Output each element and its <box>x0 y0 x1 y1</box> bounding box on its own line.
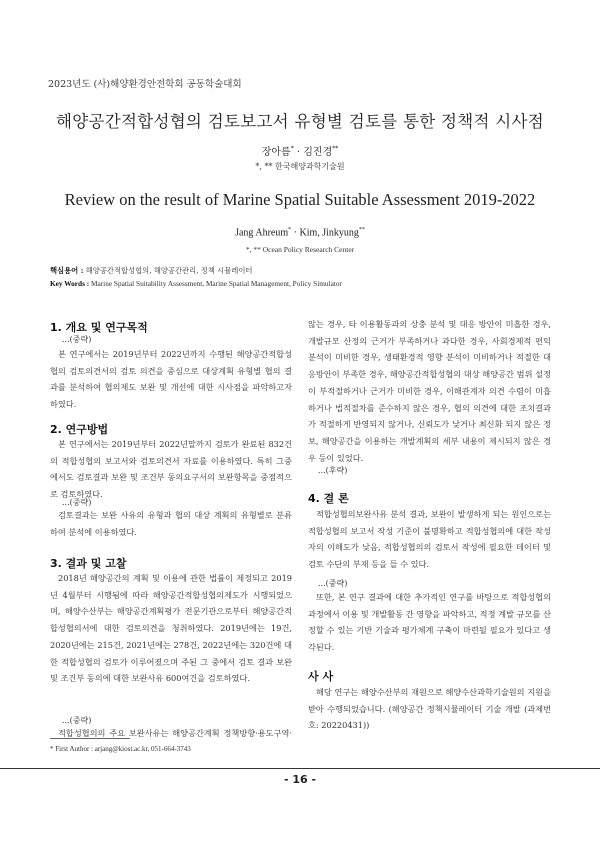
page-number: - 16 - <box>283 773 317 786</box>
author-2-en-mark: ** <box>358 227 365 233</box>
author-1: 장아름 <box>261 147 291 158</box>
author-separator: · <box>293 147 304 158</box>
footnote: * First Author : arjang@kiost.ac.kr, 051-664-3743 <box>50 745 191 753</box>
author-2-en: Kim, Jinkyung <box>299 227 359 239</box>
affiliation-english: *, ** Ocean Policy Research Center <box>245 245 355 254</box>
section-4-heading: 4. 결 론 <box>308 492 349 505</box>
title-english: Review on the result of Marine Spatial Suitable Assessment 2019-2022 <box>64 190 536 209</box>
authors-english <box>0 227 600 238</box>
section-3-body-2-continued <box>308 316 551 466</box>
author-en-separator: · <box>291 227 300 239</box>
authors-korean <box>0 143 600 158</box>
section-4-body-1: 적합성협의보완사유 분석 결과, 보완이 발생하게 되는 원인으로는 적합성협의 보고서 작성 기준이 불명확하고 적합성협의에 대한 작성자의 이해도가 낮음, 적합성협의의 검토서 작성에 필요한 데이터 및 검토 수단의 부재 등을 들 수 있다. <box>308 509 551 570</box>
section-3-body-1: 2018년 해양공간의 계획 및 이용에 관한 법률이 제정되고 2019년 4월부터 시행됨에 따라 해양공간적합성협의제도가 시행되었으며, 해양수산부는 해양공간계획평가 전문기관으로부터 해양공간적합성협의서에 대한 검토의견을 청취하였다. 2019년에는 19건, 2020년에는 215건, 2021년에는 278건, 2022년에는 320건에 대한 적합성협의 검토가 이루어졌으며 주된 그 중에서 검토 결과 보완 및 조건부 동의에 대한 보완사유 600여건을 검토하였다. <box>50 573 292 684</box>
section-3-omit: ...(중략) <box>62 716 92 725</box>
section-3-end-omit: ...(후략) <box>318 466 348 475</box>
keywords-english-label: Key Words : <box>50 279 90 288</box>
author-1-en: Jang Ahreum <box>235 227 289 239</box>
keywords-korean-text: 해양공간적합성협의, 해양공간관리, 정책 시뮬레이터 <box>83 266 253 275</box>
affiliation-korean: *, ** 한국해양과학기술원 <box>255 162 345 171</box>
keywords-korean-label: 핵심용어 : <box>50 266 84 275</box>
section-1-body: 본 연구에서는 2019년부터 2022년까지 수행된 해양공간적합성협의 검토의견서의 검토 의견을 중심으로 대상계획 유형별 협의 결과를 분석하여 협의제도 보완 및 개선에 대한 시사점을 파악하고자 하였다. <box>50 349 292 410</box>
section-3-body-2-tail: 않는 경우, 타 이용활동과의 상충 분석 및 대응 방안이 미흡한 경우, 개발규모 산정의 근거가 부족하거나 과다한 경우, 사회경제적 편익 분석이 미비한 경우, 생태환경적 영향 분석이 미비하거나 적절한 대응방안이 부족한 경우, 해양공간적합성협의 대상 해양공간 범위 설정이 부적절하거나 근거가 미비한 경우, 이해관계자 의견 수렴이 미흡하거나 법적절차를 준수하지 않은 경우, 협의 의견에 대한 조치결과가 적절하게 반영되지 않거나, 신뢰도가 낮거나 최신화 되지 않은 정보, 해양공간을 이용하는 개발계획의 세부 내용이 제시되지 않은 경우 등이 있었다. <box>308 319 551 463</box>
page-footer-rule <box>0 768 600 769</box>
keywords-english <box>50 279 342 288</box>
author-1-en-mark: * <box>288 227 292 233</box>
acknowledgement-heading: 사 사 <box>308 670 334 683</box>
section-2-heading: 2. 연구방법 <box>50 423 109 436</box>
title-korean: 해양공간적합성협의 검토보고서 유형별 검토를 통한 정책적 시사점 <box>56 112 544 131</box>
section-2-body-2: 검토결과는 보완 사유의 유형과 협의 대상 계획의 유형별로 분류하여 분석에 이용하였다. <box>50 510 292 537</box>
conference-header: 2023년도 (사)해양환경안전학회 공동학술대회 <box>48 79 242 90</box>
keywords-english-text: Marine Spatial Suitability Assessment, Marine Spatial Management, Policy Simulator <box>89 279 342 288</box>
author-2: 김진경 <box>303 147 333 158</box>
author-2-mark: ** <box>332 145 339 153</box>
section-3-body-2: 적합성협의의 주요 보완사유는 해양공간계획 정책방향·용도구역· <box>58 728 292 738</box>
section-2-omit: ...(중략) <box>62 498 92 507</box>
section-4-body-2: 또한, 본 연구 결과에 대한 추가적인 연구를 바탕으로 적합성협의 과정에서 이용 및 개발활동 간 영향을 파악하고, 적정 계발 규모를 산정할 수 있는 기반 기술과 평가체계 구축이 마련될 필요가 있다고 생각된다. <box>308 592 551 653</box>
footnote-divider <box>50 738 130 739</box>
acknowledgement-body: 해당 연구는 해양수산부의 재원으로 해양수산과학기술원의 지원을 받아 수행되었습니다. (해양공간 정책시뮬레이터 기술 개발 (과제번호: 20220431)) <box>308 687 551 731</box>
section-2-body-1: 본 연구에서는 2019년부터 2022년말까지 검토가 완료된 832건의 적합성협의 보고서와 검토의견서 자료를 이용하였다. 특히 그중에서도 검토결과 보완 및 조건부 동의요구서의 보완항목을 중점적으로 검토하였다. <box>50 439 292 500</box>
section-1-omit: ...(중략) <box>62 335 92 344</box>
section-1-heading: 1. 개요 및 연구목적 <box>50 321 148 334</box>
section-4-omit: ...(중략) <box>318 579 348 588</box>
author-1-mark: * <box>290 145 294 153</box>
section-3-heading: 3. 결과 및 고찰 <box>50 557 127 570</box>
keywords-korean <box>50 266 252 276</box>
